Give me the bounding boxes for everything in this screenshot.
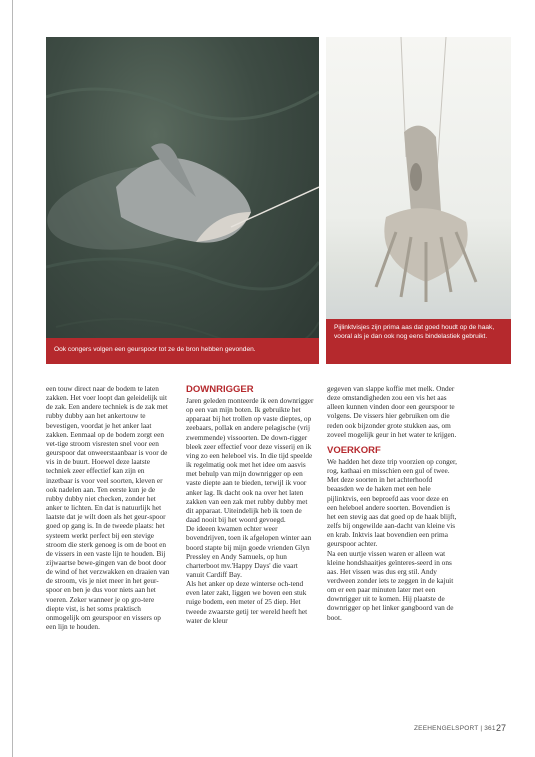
photo-caption-right: Pijlinktvisjes zijn prima aas dat goed houdt op de haak, vooral als je dan ook nog eens bindelastiek gebruikt. bbox=[326, 319, 511, 364]
page-margin-line bbox=[12, 0, 13, 757]
column1-paragraph: een touw direct naar de bodem te laten zakken. Het voer loopt dan geleidelijk uit de zak. Een andere techniek is de zak met rubby dubby aan het ankertouw te bevestigen, voordat je het anker laat zakken. Eenmaal op de bodem zorgt een vet-tige stroom visresten snel voor een geurspoor dat onweerstaanbaar is voor de vis in de buurt. Hoewel deze laatste techniek zeer effectief kan zijn en inzetbaar is voor veel soorten, kleven er ook nadelen aan. Ten eerste kun je de rubby dubby niet checken, zonder het anker te lichten. En dat is natuurlijk het laatste dat je wilt doen als het geur-spoor goed op gang is. In de tweede plaats: het systeem werkt perfect bij een stevige stroom die sterk genoeg is om de boot en de vissers in een vaste lijn te houden. Bij zijwaartse bewe-gingen van de boot door de wind of het verzwakken en draaien van de stroom, vis je niet meer in het geur-spoor en ben je dus voor niets aan het voeren. Zeker wanneer je op gro-tere diepte vist, is het soms praktisch onmogelijk om geurspoor en vissers op een lijn te houden. bbox=[46, 384, 170, 632]
heading-downrigger: DOWNRIGGER bbox=[186, 384, 254, 395]
article-column-3 bbox=[327, 384, 457, 622]
column3-paragraph-2: We hadden het deze trip voorzien op conger, rog, kathaai en misschien een gul of twee. Met deze soorten in het achterhoofd beaasden we de haken met een hele pijlinktvis, een beproefd aas voor deze en een heleboel andere soorten. Bovendien is het een stevig aas dat goed op de haak blijft, zelfs bij ongewilde aan-dacht van kleine vis en krab. Inktvis laat bovendien een prima geurspoor achter. bbox=[327, 456, 458, 549]
article-column-2 bbox=[186, 384, 316, 625]
column2-paragraph-1: Jaren geleden monteerde ik een downrigger op een van mijn boten. Ik gebruikte het apparaat bij het trollen op vaste dieptes, op zeebaars, pollak en andere pelagische (vrij zwemmende) vissoorten. De down-rigger bleek zeer effectief voor deze visserij en ik ving zo een heleboel vis. In die tijd speelde ik regelmatig ook met het idee om aasvis met behulp van mijn downrigger op een vaste diepte aan te bieden, terwijl ik voor anker lag. Ik dacht ook na over het laten zakken van een zak met rubby dubby met dit apparaat. Uiteindelijk heb ik toen de daad nooit bij het woord gevoegd. bbox=[186, 396, 314, 525]
photo-squid-bait bbox=[326, 37, 511, 364]
column3-paragraph-3: Na een uurtje vissen waren er alleen wat kleine hondshaaitjes geïnteres-seerd in ons aas. Het vissen was dus erg stil. Andy verdween zonder iets te zeggen in de kajuit om er een paar minuten later met een downrigger uit te komen. Hij plaatste de downrigger op het linker gangboord van de boot. bbox=[327, 548, 454, 622]
column2-paragraph-3: Als het anker op deze winterse och-tend even later zakt, liggen we boven een stuk ruige bodem, een meter of 25 diep. Het tweede zwaarste getij ter wereld heeft het water de kleur bbox=[186, 579, 308, 625]
column2-paragraph-2: De ideeen kwamen echter weer bovendrijven, toen ik afgelopen winter aan boord stapte bij mijn goede vrienden Glyn Pressley en Andy Samuels, op hun charterboot mv.'Happy Days' die vaart vanuit Cardiff Bay. bbox=[186, 524, 312, 579]
page-number: 27 bbox=[496, 723, 507, 733]
column3-paragraph-1: gegeven van slappe koffie met melk. Onder deze omstandigheden zou een vis het aas alleen kunnen vinden door een geurspoor te volgens. De vissers hier gebruiken om die reden ook bijzonder grote stukken aas, om zoveel mogelijk geur in het water te krijgen. bbox=[327, 384, 457, 439]
photo-caption-left: Ook congers volgen een geurspoor tot ze de bron hebben gevonden. bbox=[46, 338, 319, 364]
heading-voerkorf: VOERKORF bbox=[327, 444, 381, 456]
photo-conger-in-water bbox=[46, 37, 319, 364]
conger-fish-illustration bbox=[46, 37, 319, 364]
article-column-1 bbox=[46, 384, 171, 631]
magazine-footer: ZEEHENGELSPORT | 361 bbox=[414, 725, 496, 732]
squid-bait-illustration bbox=[326, 37, 511, 364]
